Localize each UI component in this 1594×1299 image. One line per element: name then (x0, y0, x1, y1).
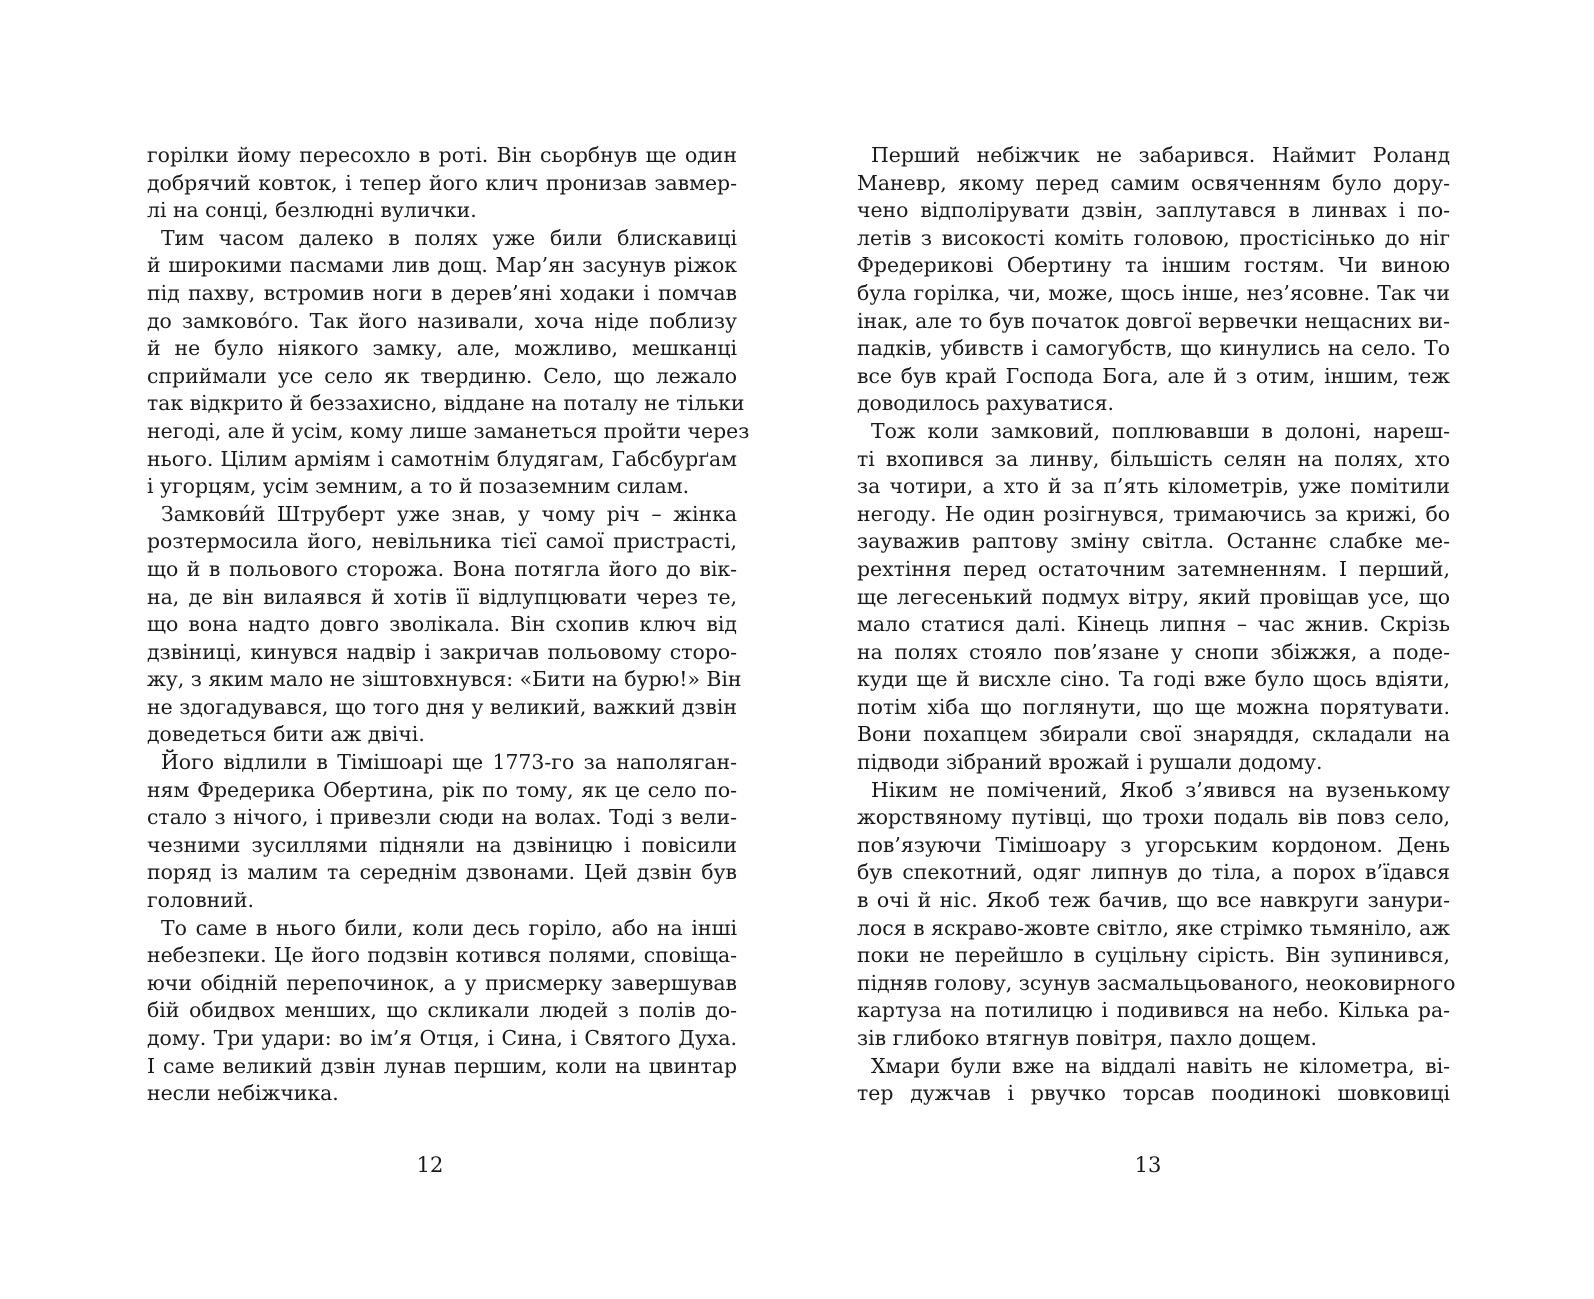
text-line: доведеться бити аж двічі. (147, 722, 425, 747)
text-line: дзвіниці, кинувся надвір і закричав польовому сторо- (147, 639, 737, 664)
text-line: не здогадувався, що того дня у великий, важкий дзвін (147, 694, 737, 719)
text-line: зів глибоко втягнув повітря, пахло дощем. (857, 1026, 1317, 1050)
text-line: Ніким не помічений, Якоб з’явився на вузенькому (871, 777, 1450, 802)
text-line: в очі й ніс. Якоб теж бачив, що все навкруги занури- (857, 888, 1450, 913)
text-line: чезними зусиллями підняли на дзвіницю і повісили (147, 832, 737, 857)
left-page (147, 142, 750, 1108)
right-page (857, 142, 1456, 1108)
text-line: мало статися далі. Кінець липня – час жнив. Скрізь (857, 612, 1450, 637)
text-line: за чотири, а хто й за п’ять кілометрів, уже помітили (857, 474, 1450, 499)
text-line: Вони похапцем збирали свої знаряддя, складали на (857, 722, 1450, 747)
text-line: добрячий ковток, і тепер його клич пронизав завмер- (147, 170, 737, 195)
text-line: Тим часом далеко в полях уже били блискавиці (161, 225, 737, 250)
left-page-number: 12 (416, 1153, 444, 1177)
text-line: То саме в нього били, коли десь горіло, або на інші (161, 915, 737, 940)
text-line: розтермосила його, невільника тієї самої пристрасті, (147, 529, 737, 554)
text-line: й широкими пасмами лив дощ. Мар’ян засунув ріжок (147, 253, 737, 278)
text-line: й не було ніякого замку, але, можливо, мешканці (147, 336, 737, 361)
text-line: куди ще й висхле сіно. Та годі вже було щось вдіяти, (857, 667, 1450, 692)
text-line: ням Фредерика Обертина, рік по тому, як це село по- (147, 777, 737, 802)
text-line: рехтіння перед остаточним затемненням. І перший, (857, 556, 1450, 581)
text-line: горілки йому пересохло в роті. Він сьорбнув ще один (147, 143, 737, 167)
text-line: ючи обідній перепочинок, а у присмерку завершував (147, 970, 737, 995)
text-line: сприймали усе село як твердиню. Село, що лежало (147, 363, 737, 388)
text-line: несли небіжчика. (147, 1081, 339, 1106)
text-line: зауважив раптову зміну світла. Останнє слабке ме- (857, 529, 1450, 554)
text-line: Його відлили в Тімішоарі ще 1773-го за наполяган- (161, 750, 737, 775)
text-line: жу, з яким мало не зіштовхнувся: «Бити на бурю!» Він (147, 667, 742, 692)
text-line: Замкови́й Штруберт уже знав, у чому річ – жінка (161, 501, 737, 526)
text-line: Перший небіжчик не забарився. Наймит Роланд (871, 143, 1450, 167)
text-line: Тож коли замковий, поплювавши в долоні, нареш- (871, 418, 1450, 443)
text-line: доводилось рахуватися. (857, 391, 1114, 416)
text-line: потім хіба що поглянути, що ще можна порятувати. (857, 694, 1450, 719)
text-line: тер дужчав і рвучко торсав поодинокі шовковиці (857, 1081, 1450, 1106)
text-line: що й в польового сторожа. Вона потягла його до вік- (147, 556, 737, 581)
text-line: стало з нічого, і привезли сюди на волах. Тоді з вели- (147, 805, 737, 830)
text-line: пов’язуючи Тімішоару з угорським кордоном. День (857, 832, 1450, 857)
text-line: поки не перейшло в суцільну сірість. Він зупинився, (857, 943, 1450, 968)
text-line: підняв голову, зсунув засмальцьованого, неоковирного (857, 970, 1456, 995)
text-line: нього. Цілим арміям і самотнім блудягам, Габсбурґам (147, 446, 737, 471)
text-line: був спекотний, одяг липнув до тіла, а порох в’їдався (857, 860, 1450, 885)
text-line: лі на сонці, безлюдні вулички. (147, 198, 477, 223)
text-line: і угорцям, усім земним, а то й позаземним силам. (147, 474, 690, 499)
text-line: ті вхопився за линву, більшість селян на полях, хто (857, 446, 1450, 471)
text-line: негоді, але й усім, кому лише заманеться пройти через (147, 418, 750, 443)
text-line: дому. Три удари: во ім’я Отця, і Сина, і Святого Духа. (147, 1026, 737, 1050)
text-line: під пахву, встромив ноги в дерев’яні ходаки і помчав (147, 280, 737, 305)
text-line: летів з високості коміть головою, простісінько до ніг (857, 225, 1450, 250)
text-line: Хмари були вже на віддалі навіть не кілометра, ві- (871, 1053, 1450, 1078)
right-page-text (857, 142, 1456, 1108)
text-line: на полях стояло пов’язане у снопи збіжжя, а поде- (857, 639, 1450, 664)
text-line: інак, але то був початок довгої вервечки нещасних ви- (857, 308, 1450, 333)
right-page-number: 13 (1134, 1153, 1162, 1177)
text-line: картуза на потилицю і подивився на небо. Кілька ра- (857, 998, 1450, 1023)
text-line: була горілка, чи, може, щось інше, нез’ясовне. Так чи (857, 280, 1450, 305)
text-line: жорствяному путівці, що трохи подаль вів повз село, (857, 805, 1450, 830)
text-line: все був край Господа Бога, але й з отим, іншим, теж (857, 363, 1450, 388)
text-line: Фредерикові Обертину та іншим гостям. Чи виною (857, 253, 1450, 278)
text-line: підводи зібраний врожай і рушали додому. (857, 750, 1323, 775)
text-line: падків, убивств і самогубств, що кинулись на село. То (857, 336, 1450, 361)
text-line: негоду. Не один розігнувся, тримаючись за крижі, бо (857, 501, 1450, 526)
text-line: І саме великий дзвін лунав першим, коли на цвинтар (147, 1053, 737, 1078)
text-line: бій обидвох менших, що скликали людей з полів до- (147, 998, 737, 1023)
text-line: поряд із малим та середнім дзвонами. Цей дзвін був (147, 860, 737, 885)
left-page-text (147, 142, 750, 1108)
text-line: небезпеки. Це його подзвін котився полями, сповіща- (147, 943, 737, 968)
text-line: головний. (147, 888, 254, 913)
text-line: лося в яскраво-жовте світло, яке стрімко тьмяніло, аж (857, 915, 1450, 940)
text-line: Маневр, якому перед самим освяченням було дору- (857, 170, 1450, 195)
text-line: так відкрито й беззахисно, віддане на поталу не тільки (147, 391, 745, 416)
text-line: що вона надто довго зволікала. Він схопив ключ від (147, 612, 737, 637)
text-line: чено відполірувати дзвін, заплутався в линвах і по- (857, 198, 1450, 223)
text-line: ще легесенький подмух вітру, який провіщав усе, що (857, 584, 1450, 609)
text-line: на, де він вилаявся й хотів її відлупцювати через те, (147, 584, 737, 609)
text-line: до замково́го. Так його називали, хоча ніде поблизу (147, 308, 737, 333)
